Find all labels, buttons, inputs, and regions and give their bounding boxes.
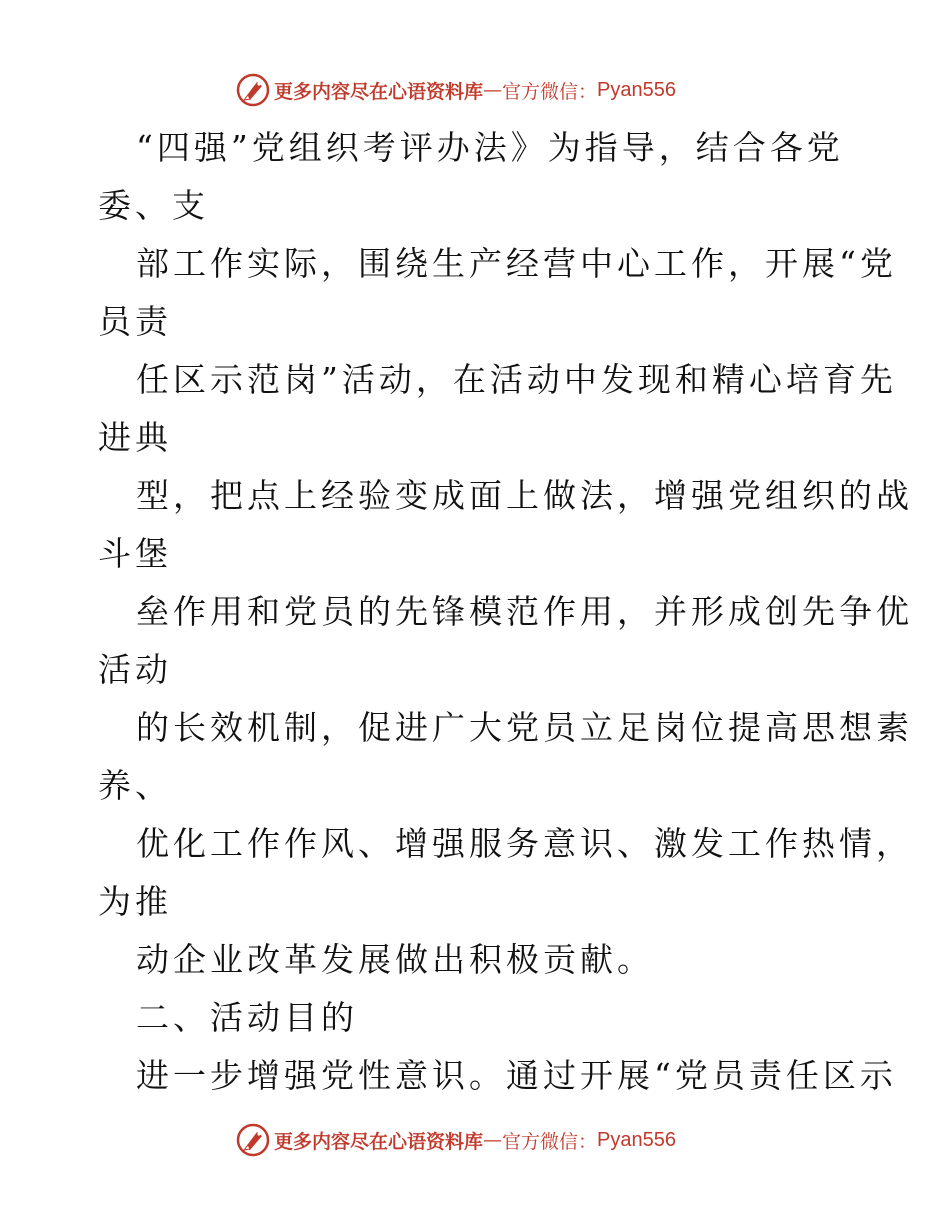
text-line: 优化工作作风、增强服务意识、激发工作热情， [136, 824, 913, 863]
banner-wechat-label: 官方微信： [502, 1130, 598, 1153]
banner-separator: — [483, 79, 503, 101]
text-line: 型，把点上经验变成面上做法，增强党组织的战 [136, 476, 913, 515]
text-line: 活动 [98, 650, 172, 689]
header-banner [236, 72, 716, 108]
section-heading: 二、活动目的 [136, 998, 358, 1037]
banner-wechat-label: 官方微信： [502, 80, 598, 103]
text-line: 部工作实际，围绕生产经营中心工作，开展“党 [136, 244, 897, 283]
text-line: “四强”党组织考评办法》为指导，结合各党 [136, 128, 844, 167]
pen-nib-logo-icon [236, 1123, 270, 1157]
text-line: 进一步增强党性意识。通过开展“党员责任区示 [136, 1056, 897, 1095]
text-line: 斗堡 [98, 534, 172, 573]
banner-brand-text: 更多内容尽在心语资料库 [274, 1130, 484, 1153]
footer-banner [236, 1122, 716, 1158]
banner-separator: — [483, 1129, 503, 1151]
banner-wechat-id: Pyan556 [597, 1128, 676, 1151]
text-line: 委、支 [98, 186, 209, 225]
text-line: 任区示范岗”活动，在活动中发现和精心培育先 [136, 360, 897, 399]
banner-wechat-id: Pyan556 [597, 78, 676, 101]
text-line: 的长效机制，促进广大党员立足岗位提高思想素 [136, 708, 913, 747]
text-line: 为推 [98, 882, 172, 921]
text-line: 养、 [98, 766, 172, 805]
text-line: 员责 [98, 302, 172, 341]
pen-nib-logo-icon [236, 73, 270, 107]
text-line: 动企业改革发展做出积极贡献。 [136, 940, 654, 979]
banner-brand-text: 更多内容尽在心语资料库 [274, 80, 484, 103]
text-line: 垒作用和党员的先锋模范作用，并形成创先争优 [136, 592, 913, 631]
text-line: 进典 [98, 418, 172, 457]
